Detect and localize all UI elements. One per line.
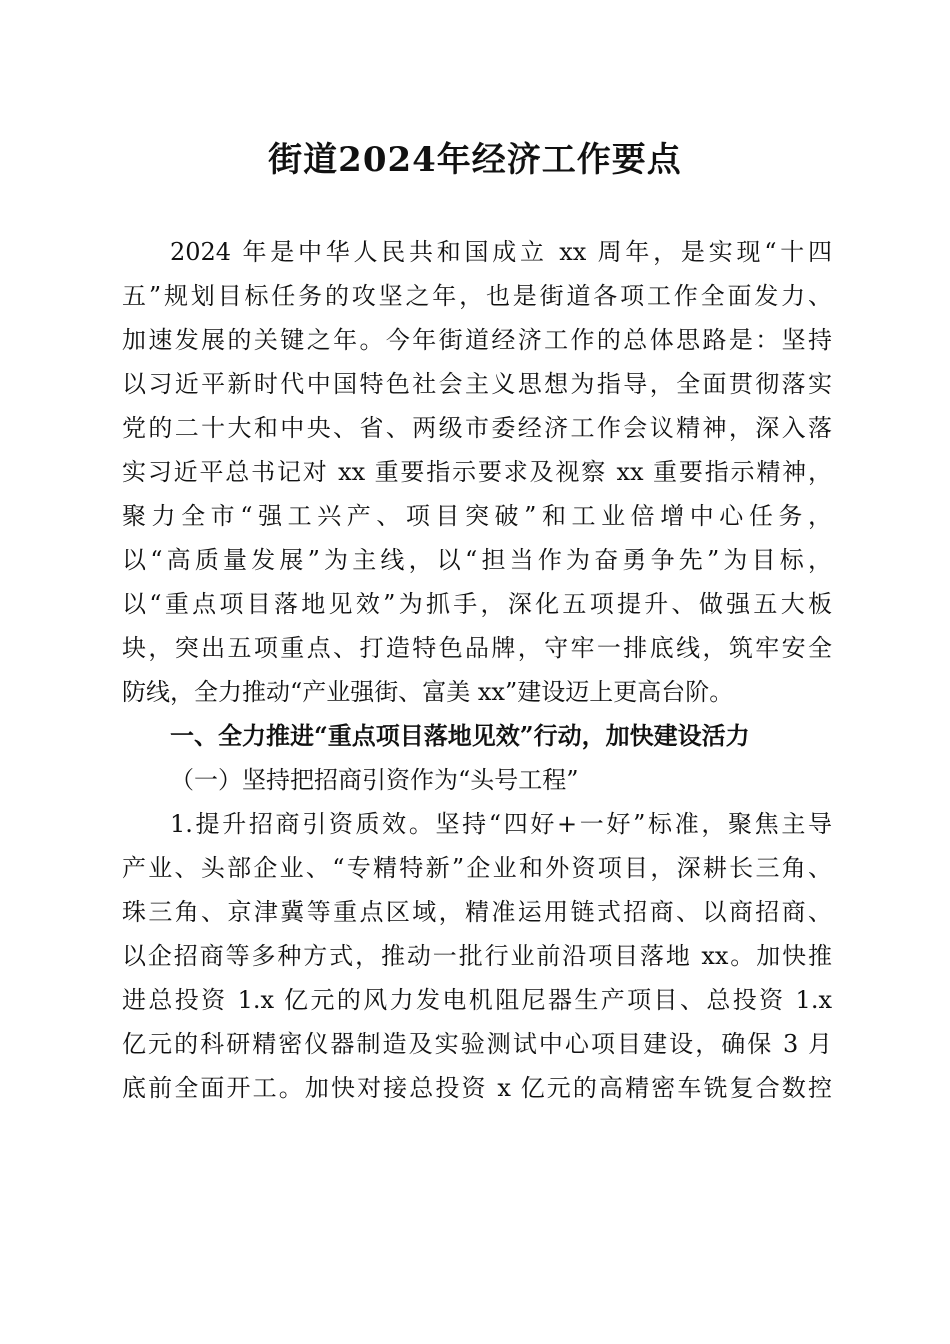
document-body (122, 230, 832, 1110)
paragraph-line: 以“高质量发展”为主线，以“担当作为奋勇争先”为目标， (122, 546, 832, 574)
paragraph-line: 产业、头部企业、“专精特新”企业和外资项目，深耕长三角、 (122, 854, 832, 882)
paragraph-line: 亿元的科研精密仪器制造及实验测试中心项目建设，确保 3 月 (122, 1030, 832, 1058)
paragraph-line: 2024 年是中华人民共和国成立 xx 周年，是实现“十四 (170, 238, 832, 266)
paragraph-line: 块，突出五项重点、打造特色品牌，守牢一排底线，筑牢安全 (122, 634, 832, 662)
paragraph-line: 1.提升招商引资质效。坚持“四好+一好”标准，聚焦主导 (170, 810, 832, 838)
paragraph-line: 加速发展的关键之年。今年街道经济工作的总体思路是：坚持 (122, 326, 832, 354)
paragraph-line: 实习近平总书记对 xx 重要指示要求及视察 xx 重要指示精神， (122, 458, 832, 486)
paragraph-line: 进总投资 1.x 亿元的风力发电机阻尼器生产项目、总投资 1.x (122, 986, 832, 1014)
paragraph-line: 防线，全力推动“产业强街、富美 xx”建设迈上更高台阶。 (122, 678, 734, 706)
paragraph-line: 以企招商等多种方式，推动一批行业前沿项目落地 xx。加快推 (122, 942, 832, 970)
paragraph-line: 党的二十大和中央、省、两级市委经济工作会议精神，深入落 (122, 414, 832, 442)
document-title: 街道2024年经济工作要点 (268, 140, 682, 180)
paragraph-line: 五”规划目标任务的攻坚之年，也是街道各项工作全面发力、 (122, 282, 832, 310)
paragraph-line: 底前全面开工。加快对接总投资 x 亿元的高精密车铣复合数控 (122, 1074, 832, 1102)
section-heading: 一、全力推进“重点项目落地见效”行动，加快建设活力 (170, 721, 750, 750)
subsection-heading: （一）坚持把招商引资作为“头号工程” (170, 766, 579, 794)
paragraph-line: 聚力全市“强工兴产、项目突破”和工业倍增中心任务， (122, 502, 832, 530)
paragraph-line: 以“重点项目落地见效”为抓手，深化五项提升、做强五大板 (122, 590, 832, 618)
paragraph-line: 以习近平新时代中国特色社会主义思想为指导，全面贯彻落实 (122, 370, 832, 398)
paragraph-line: 珠三角、京津冀等重点区域，精准运用链式招商、以商招商、 (122, 898, 832, 926)
